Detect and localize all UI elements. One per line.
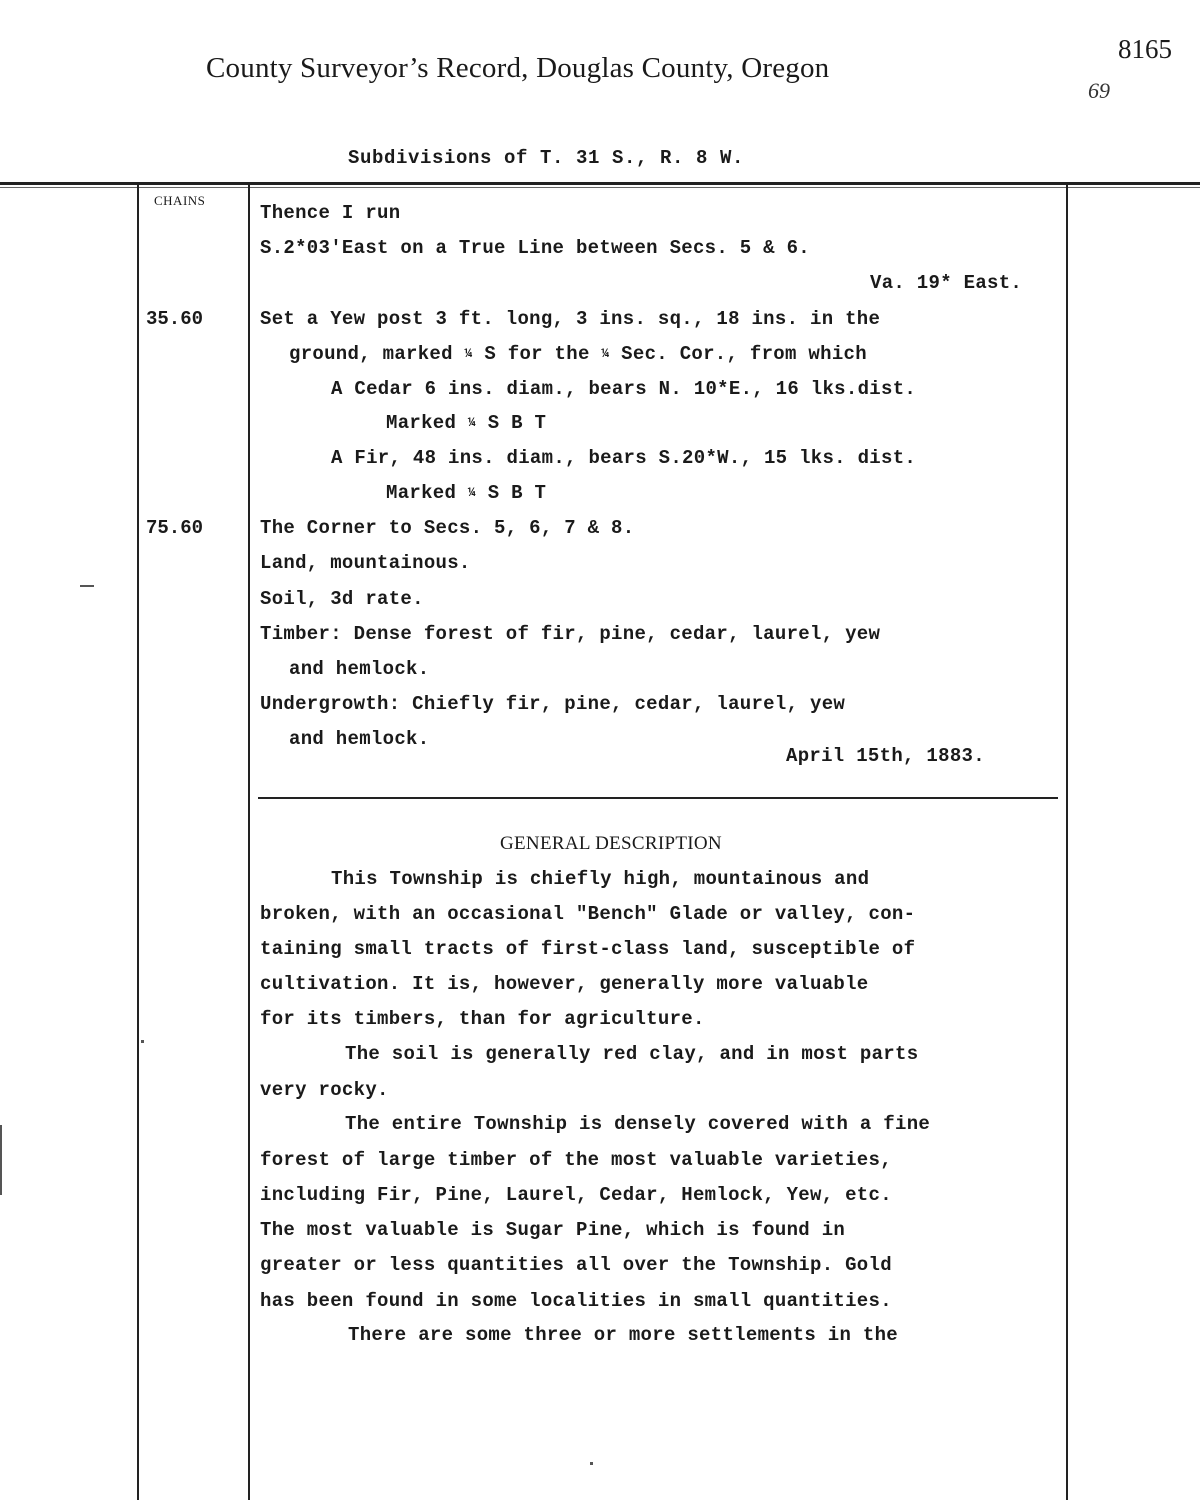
chains-column-divider [248,185,250,1500]
field-note-line: The Corner to Secs. 5, 6, 7 & 8. [260,517,635,539]
field-note-line: Thence I run [260,202,401,224]
field-note-line: and hemlock. [289,728,430,750]
top-rule-thin [0,187,1200,188]
field-note-line: Land, mountainous. [260,552,471,574]
fraction-quarter: ¼ [464,346,473,361]
field-note-line: Va. 19* East. [870,272,1023,294]
description-line: The most valuable is Sugar Pine, which is found in [260,1219,846,1241]
description-line: cultivation. It is, however, generally more valuable [260,973,869,995]
chain-value: 35.60 [146,308,204,330]
scan-speck [0,1125,2,1195]
section-divider [258,797,1058,799]
description-line: The entire Township is densely covered with a fine [345,1113,931,1135]
right-margin-line [1066,185,1068,1500]
fraction-quarter: ¼ [467,485,477,500]
description-line: has been found in some localities in small quantities. [260,1290,892,1312]
field-note-line: S.2*03'East on a True Line between Secs. 5 & 6. [260,237,810,259]
field-note-line: Undergrowth: Chiefly fir, pine, cedar, laurel, yew [260,693,846,715]
field-note-line: A Cedar 6 ins. diam., bears N. 10*E., 16 lks.dist. [331,378,917,400]
description-line: taining small tracts of first-class land, susceptible of [260,938,916,960]
page-number: 8165 [1118,34,1172,64]
description-line: There are some three or more settlements in the [348,1324,898,1346]
scan-speck [590,1462,593,1465]
fraction-quarter: ¼ [601,346,610,361]
field-note-line: and hemlock. [289,658,430,680]
field-note-line: Soil, 3d rate. [260,588,424,610]
scan-speck [141,1040,144,1043]
handwritten-note: 69 [1088,78,1110,103]
record-header-title: County Surveyor’s Record, Douglas County, Oregon [206,52,830,84]
field-note-line: Marked ¼ S B T [386,412,547,434]
description-line: greater or less quantities all over the Township. Gold [260,1254,892,1276]
description-line: very rocky. [260,1079,389,1101]
left-margin-line [137,185,139,1500]
fraction-quarter: ¼ [467,415,477,430]
description-line: for its timbers, than for agriculture. [260,1008,705,1030]
field-note-line: Marked ¼ S B T [386,482,547,504]
field-note-line: ground, marked ¼ S for the ¼ Sec. Cor., from which [289,343,867,365]
field-note-line: Set a Yew post 3 ft. long, 3 ins. sq., 18 ins. in the [260,308,881,330]
general-description-heading: GENERAL DESCRIPTION [500,833,722,854]
description-line: The soil is generally red clay, and in most parts [345,1043,919,1065]
field-note-line: A Fir, 48 ins. diam., bears S.20*W., 15 lks. dist. [331,447,917,469]
chains-column-heading: CHAINS [154,193,206,208]
chain-value: 75.60 [146,517,204,539]
description-line: This Township is chiefly high, mountainous and [331,868,870,890]
township-subtitle: Subdivisions of T. 31 S., R. 8 W. [348,147,745,169]
top-double-rule [0,182,1200,185]
scan-speck [80,585,94,587]
description-line: including Fir, Pine, Laurel, Cedar, Hemlock, Yew, etc. [260,1184,892,1206]
survey-date: April 15th, 1883. [786,745,985,767]
field-note-line: Timber: Dense forest of fir, pine, cedar, laurel, yew [260,623,881,645]
description-line: broken, with an occasional "Bench" Glade or valley, con- [260,903,916,925]
description-line: forest of large timber of the most valuable varieties, [260,1149,892,1171]
